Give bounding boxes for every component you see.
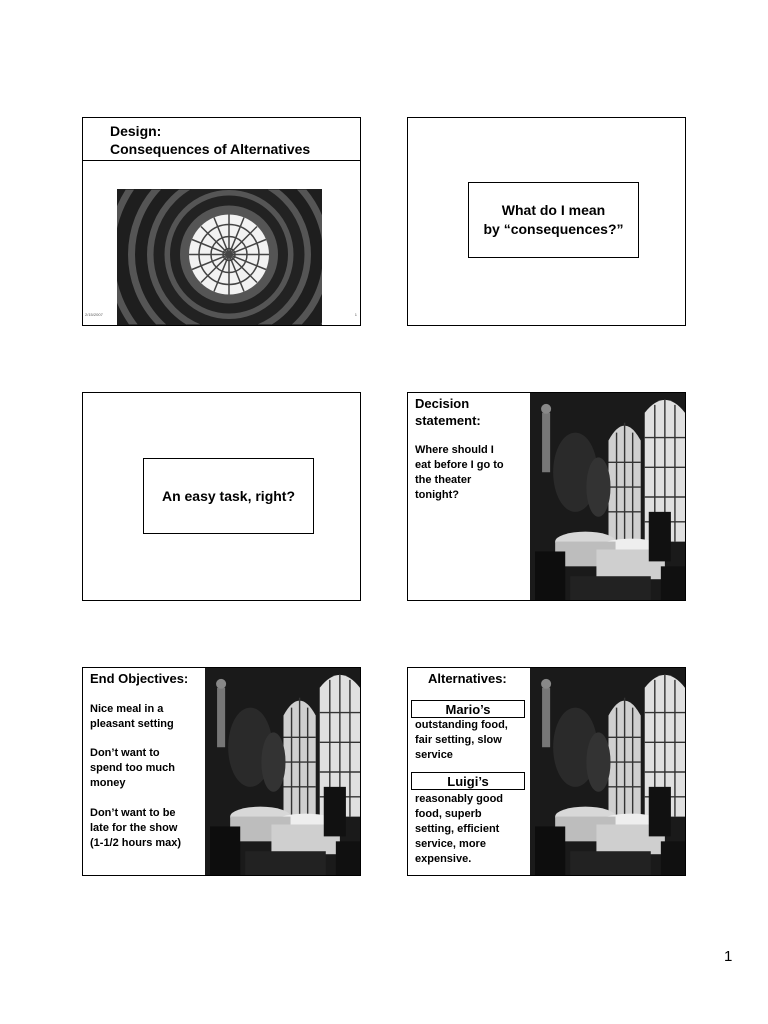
alt2-line1: reasonably good	[415, 793, 504, 805]
slide-1-title-divider	[83, 160, 360, 161]
slide-2-line1: What do I mean	[501, 202, 606, 218]
alternative-marios-label: Mario’s	[411, 700, 525, 718]
slide-4-body-line1: Where should I	[415, 444, 494, 456]
slide-5-obj1-line1: Nice meal in a	[90, 703, 164, 715]
alt1-line2: fair setting, slow	[415, 734, 502, 746]
slide-5-objective-2	[90, 746, 175, 791]
slide-5-obj1-line2: pleasant setting	[90, 718, 174, 730]
alternative-luigis-description	[415, 792, 503, 867]
alt1-line1: outstanding food,	[415, 719, 508, 731]
restaurant-interior-image	[530, 668, 686, 876]
alt2-line5: expensive.	[415, 853, 472, 865]
alt2-line2: food, superb	[415, 808, 482, 820]
slide-4-heading-line1: Decision	[415, 396, 470, 411]
slide-6-heading: Alternatives:	[428, 671, 507, 686]
slide-4-body-line2: eat before I go to	[415, 459, 504, 471]
alt1-line3: service	[415, 749, 453, 761]
alt2-line4: service, more	[415, 838, 486, 850]
alternative-marios-description	[415, 718, 508, 763]
slide-5-obj3-line3: (1-1/2 hours max)	[90, 837, 182, 849]
slide-1-title-line1: Design:	[110, 123, 162, 139]
slide-5-obj3-line1: Don’t want to be	[90, 807, 176, 819]
slide-2	[407, 117, 686, 326]
restaurant-interior-image	[205, 668, 361, 876]
slide-1	[82, 117, 361, 326]
guggenheim-rotunda-image	[117, 189, 322, 325]
slide-5-obj3-line2: late for the show	[90, 822, 178, 834]
slide-1-title	[110, 122, 161, 141]
slide-3-text-box: An easy task, right?	[143, 458, 314, 534]
slide-4-body-line3: the theater	[415, 474, 472, 486]
slide-4-heading-line2: statement:	[415, 413, 481, 428]
slide-5-obj2-line1: Don’t want to	[90, 747, 160, 759]
slide-5-heading: End Objectives:	[90, 671, 189, 686]
slide-5	[82, 667, 361, 876]
slide-6	[407, 667, 686, 876]
slide-3	[82, 392, 361, 601]
page-number: 1	[724, 948, 733, 965]
slide-1-footer-number: 1	[354, 312, 357, 317]
slide-5-objective-1	[90, 702, 174, 732]
slide-2-line2: by “consequences?”	[483, 221, 624, 237]
slide-2-question-box	[468, 182, 639, 258]
slide-5-obj2-line2: spend too much	[90, 762, 175, 774]
slide-4	[407, 392, 686, 601]
restaurant-interior-image	[530, 393, 686, 601]
slide-1-title-line2: Consequences of Alternatives	[110, 141, 311, 157]
slide-5-obj2-line3: money	[90, 777, 126, 789]
alt2-line3: setting, efficient	[415, 823, 500, 835]
slide-4-heading	[415, 395, 481, 429]
slide-4-body-line4: tonight?	[415, 489, 459, 501]
slide-4-body	[415, 443, 504, 503]
slide-5-objective-3	[90, 806, 181, 851]
slide-1-footer-date: 2/15/2007	[85, 312, 103, 317]
alternative-luigis-label: Luigi’s	[411, 772, 525, 790]
